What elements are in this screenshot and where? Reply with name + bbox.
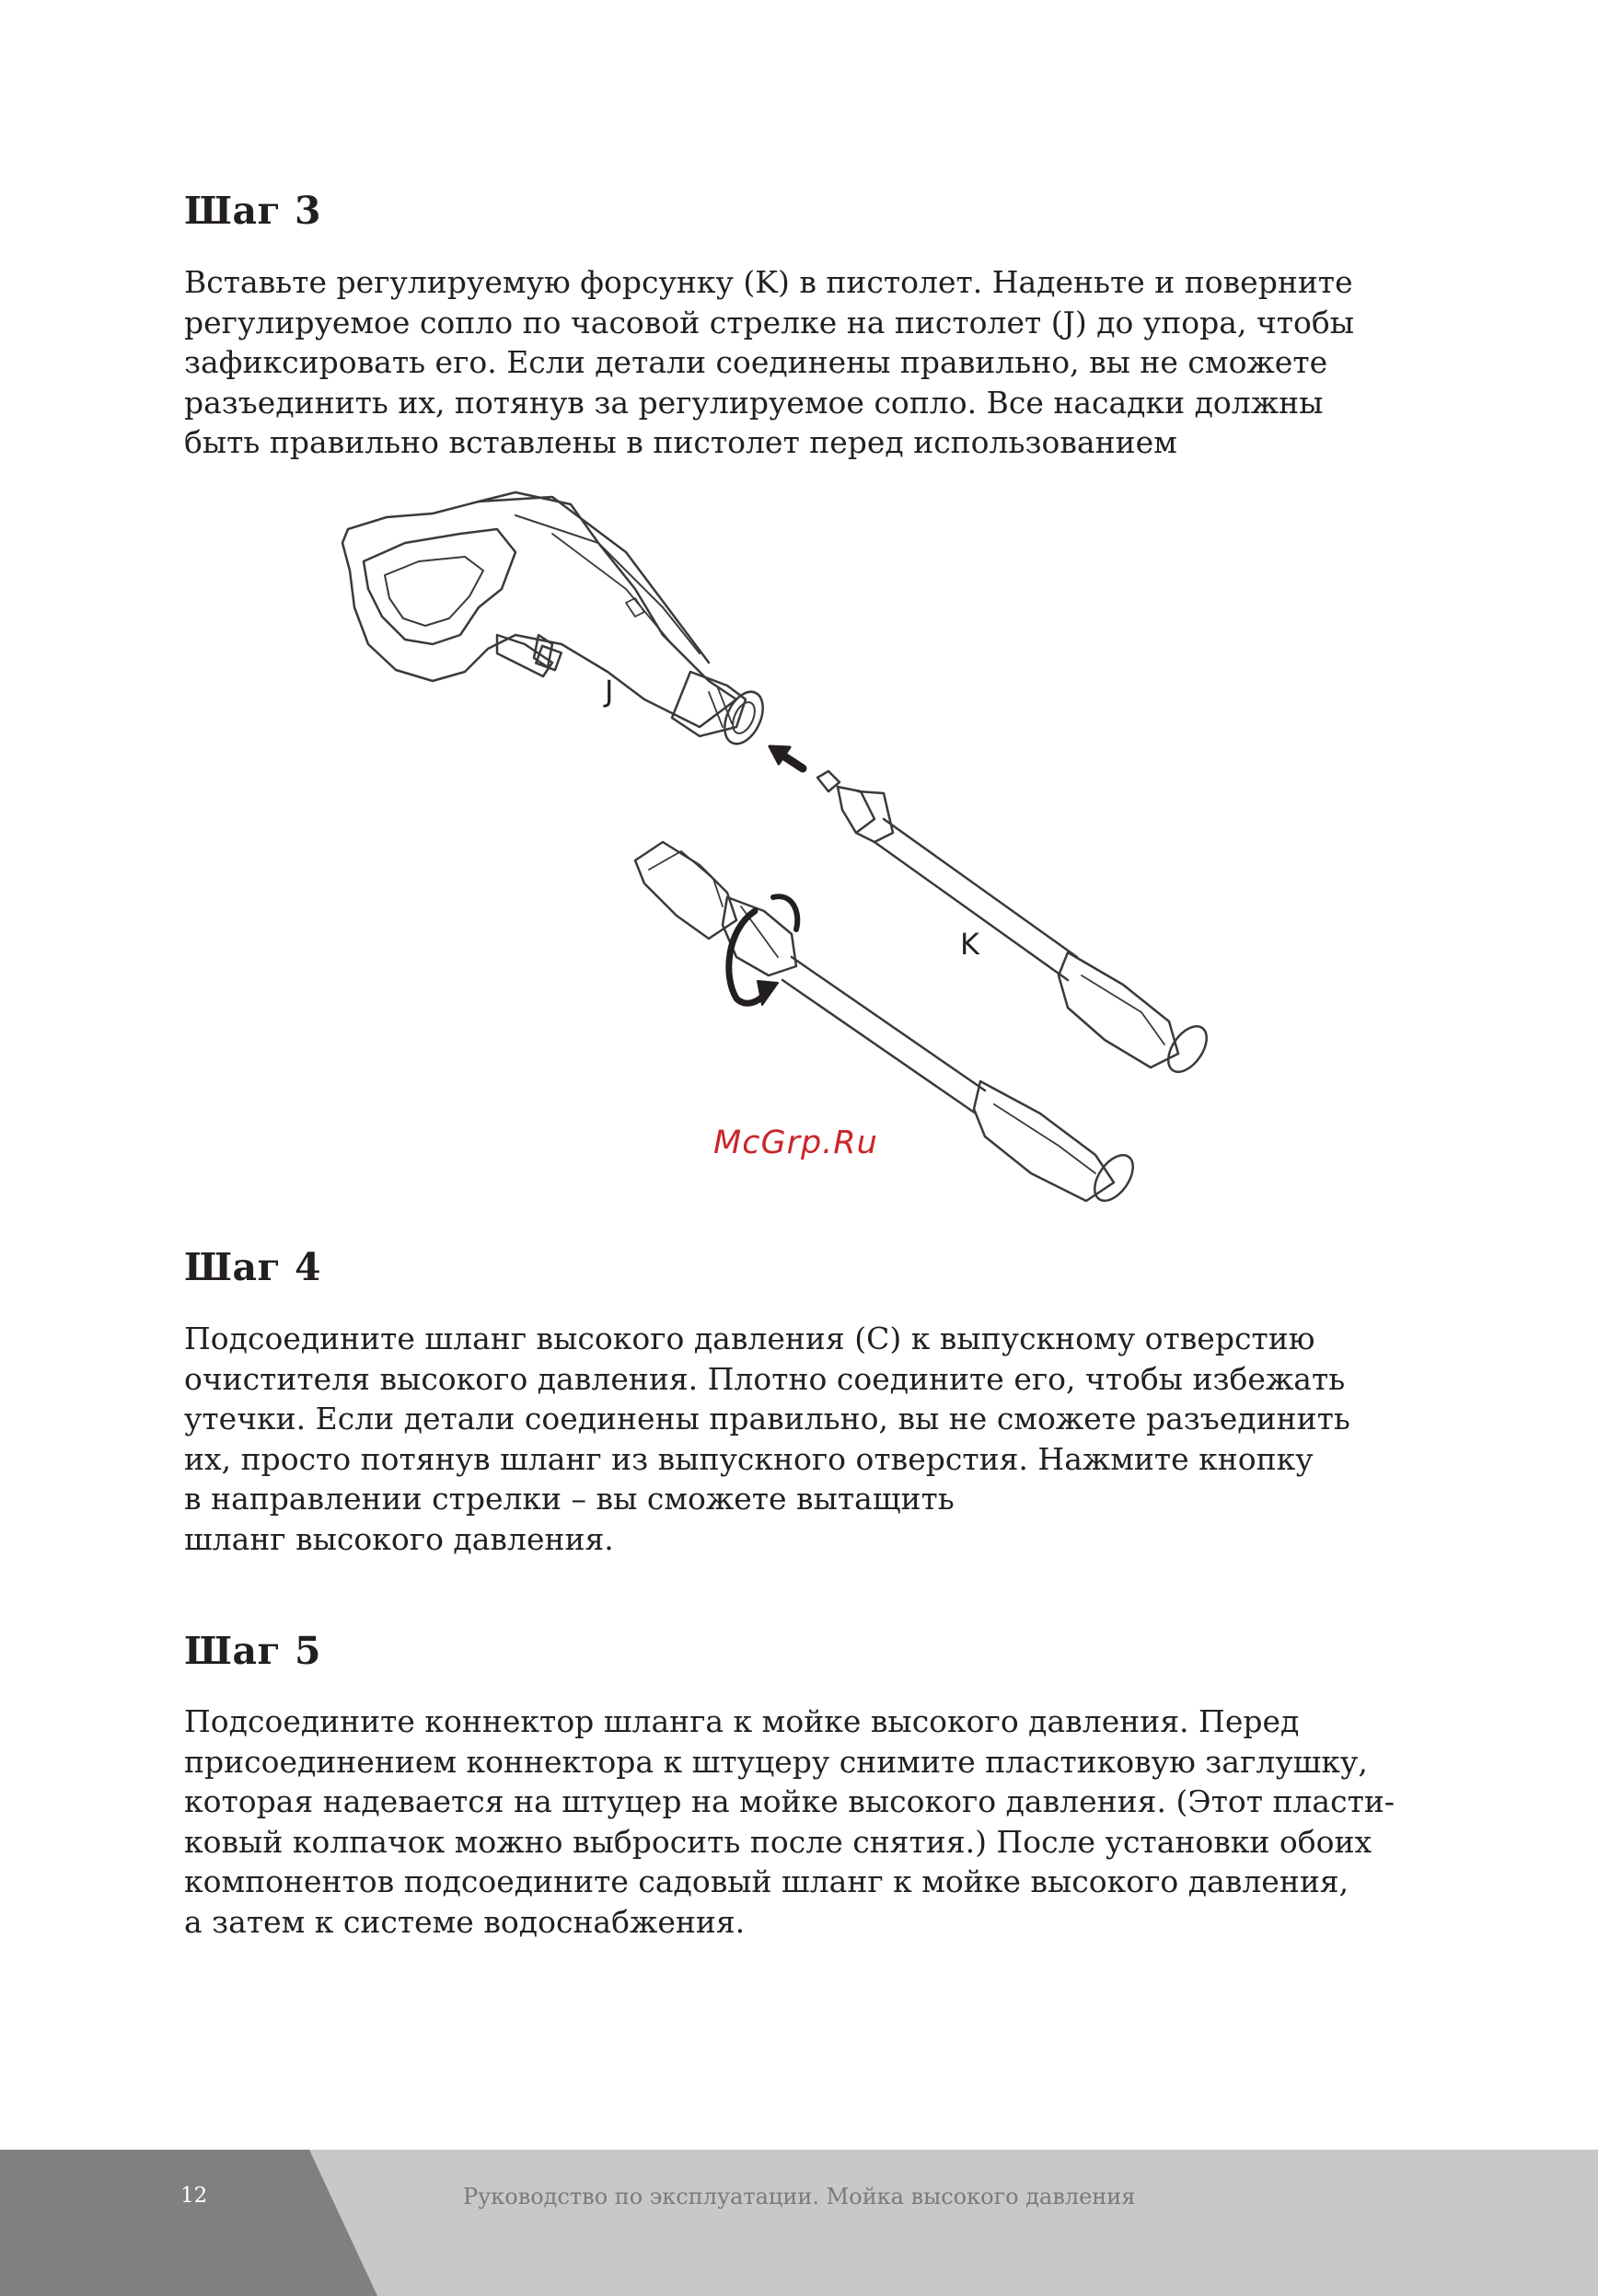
text-line: зафиксировать его. Если детали соединены правильно, вы не сможете: [184, 344, 1328, 380]
adjustable-nozzle-icon: [817, 771, 1214, 1079]
text-line: компонентов подсоедините садовый шланг к мойке высокого давления,: [184, 1863, 1349, 1899]
nozzle-with-rotation: [635, 842, 1141, 1207]
text-line: в направлении стрелки – вы сможете вытащить: [184, 1481, 955, 1517]
insert-arrow-icon: [770, 746, 803, 768]
text-line: разъединить их, потянув за регулируемое сопло. Все насадки должны: [184, 384, 1324, 421]
text-line: очистителя высокого давления. Плотно соедините его, чтобы избежать: [184, 1360, 1346, 1397]
gun-label: J: [605, 674, 614, 709]
text-line: а затем к системе водоснабжения.: [184, 1903, 746, 1940]
text-line: присоединением коннектора к штуцеру снимите пластиковую заглушку,: [184, 1743, 1368, 1780]
nozzle-label: K: [960, 927, 979, 962]
text-line: Подсоедините коннектор шланга к мойке высокого давления. Перед: [184, 1703, 1300, 1739]
page-number: 12: [180, 2184, 208, 2208]
footer-title: Руководство по эксплуатации. Мойка высокого давления: [463, 2184, 1136, 2209]
text-line: Вставьте регулируемую форсунку (K) в пистолет. Наденьте и поверните: [184, 264, 1353, 300]
text-line: их, просто потянув шланг из выпускного отверстия. Нажмите кнопку: [184, 1440, 1314, 1477]
text-line: которая надевается на штуцер на мойке высокого давления. (Этот пласти-: [184, 1783, 1395, 1819]
text-line: регулируемое сопло по часовой стрелке на пистолет (J) до упора, чтобы: [184, 304, 1354, 340]
spray-gun-icon: [342, 492, 770, 750]
rotate-arrow-icon: [729, 896, 797, 1005]
text-line: ковый колпачок можно выбросить после снятия.) После установки обоих: [184, 1823, 1372, 1860]
text-line: утечки. Если детали соединены правильно, вы не сможете разъединить: [184, 1401, 1350, 1436]
step-5-text: [184, 1702, 1395, 1942]
step-3-heading: Шаг 3: [184, 189, 321, 233]
text-line: быть правильно вставлены в пистолет перед использованием: [184, 424, 1177, 460]
step-4-text: [184, 1319, 1350, 1559]
watermark: McGrp.Ru: [713, 1125, 878, 1161]
text-line: шланг высокого давления.: [184, 1520, 614, 1557]
step-4-heading: Шаг 4: [184, 1245, 321, 1289]
text-line: Подсоедините шланг высокого давления (C) к выпускному отверстию: [184, 1321, 1315, 1356]
step-5-heading: Шаг 5: [184, 1629, 321, 1673]
footer-page-tab: [0, 2150, 377, 2296]
